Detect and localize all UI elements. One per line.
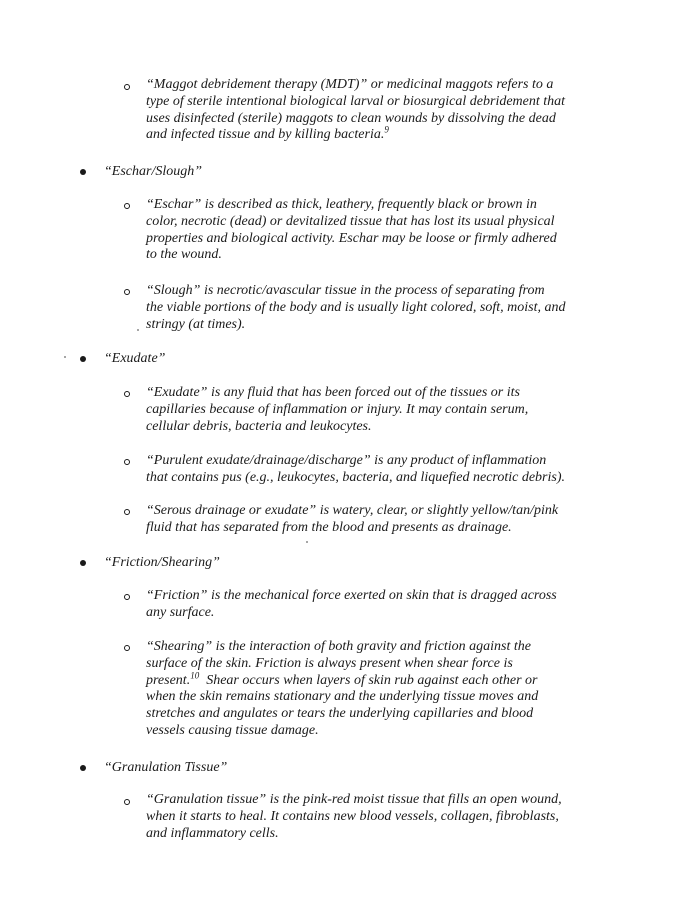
scan-speck bbox=[137, 329, 139, 331]
sub-bullet bbox=[124, 391, 130, 397]
definition-serous bbox=[146, 503, 596, 537]
definition-line: fluid that has separated from the blood and presents as drainage. bbox=[146, 519, 512, 535]
definition-slough bbox=[146, 283, 596, 333]
definition-line: and inflammatory cells. bbox=[146, 825, 279, 841]
definition-line: that contains pus (e.g., leukocytes, bacteria, and liquefied necrotic debris). bbox=[146, 469, 565, 485]
bullet bbox=[80, 560, 86, 566]
sub-bullet bbox=[124, 203, 130, 209]
definition-friction bbox=[146, 588, 596, 622]
term-heading: “Eschar/Slough” bbox=[104, 164, 203, 179]
definition-line: when it starts to heal. It contains new blood vessels, collagen, fibroblasts, bbox=[146, 808, 559, 824]
definition-line-text: Shear occurs when layers of skin rub against each other or bbox=[199, 672, 538, 688]
sub-bullet bbox=[124, 509, 130, 515]
sub-bullet bbox=[124, 459, 130, 465]
definition-line bbox=[146, 124, 596, 144]
definition-line: stretches and angulates or tears the underlying capillaries and blood bbox=[146, 706, 534, 722]
definition-line: “Purulent exudate/drainage/discharge” is any product of inflammation bbox=[146, 453, 547, 468]
definition-line: “Friction” is the mechanical force exerted on skin that is dragged across bbox=[146, 588, 557, 603]
sub-bullet bbox=[124, 594, 130, 600]
scan-speck bbox=[306, 541, 308, 543]
definition-line: “Maggot debridement therapy (MDT)” or medicinal maggots refers to a bbox=[146, 77, 554, 92]
bullet bbox=[80, 356, 86, 362]
term-heading: “Exudate” bbox=[104, 351, 166, 366]
bullet bbox=[80, 765, 86, 771]
definition-line: the viable portions of the body and is usually light colored, soft, moist, and bbox=[146, 299, 566, 315]
definition-line: “Slough” is necrotic/avascular tissue in the process of separating from bbox=[146, 283, 545, 298]
definition-line: when the skin remains stationary and the underlying tissue moves and bbox=[146, 689, 539, 705]
definition-line: type of sterile intentional biological larval or biosurgical debridement that bbox=[146, 93, 566, 109]
footnote-marker: 9 bbox=[384, 124, 389, 135]
definition-line-text: and infected tissue and by killing bacteria. bbox=[146, 127, 385, 143]
definition-line: surface of the skin. Friction is always present when shear force is bbox=[146, 655, 513, 671]
definition-line: uses disinfected (sterile) maggots to clean wounds by dissolving the dead bbox=[146, 110, 556, 126]
definition-line: “Shearing” is the interaction of both gravity and friction against the bbox=[146, 639, 531, 654]
sub-bullet bbox=[124, 799, 130, 805]
definition-line: properties and biological activity. Eschar may be loose or firmly adhered bbox=[146, 230, 557, 246]
definition-exudate bbox=[146, 385, 596, 435]
definition-line bbox=[146, 669, 596, 690]
definition-line: vessels causing tissue damage. bbox=[146, 722, 319, 738]
footnote-marker: 10 bbox=[190, 669, 200, 680]
definition-line: cellular debris, bacteria and leukocytes. bbox=[146, 418, 372, 434]
definition-line: “Exudate” is any fluid that has been forced out of the tissues or its bbox=[146, 385, 520, 400]
definition-eschar bbox=[146, 197, 596, 264]
definition-mdt bbox=[146, 77, 596, 144]
sub-bullet bbox=[124, 645, 130, 651]
definition-line: any surface. bbox=[146, 604, 215, 620]
definition-line: “Eschar” is described as thick, leathery, frequently black or brown in bbox=[146, 197, 537, 212]
sub-bullet bbox=[124, 84, 130, 90]
definition-line: capillaries because of inflammation or injury. It may contain serum, bbox=[146, 401, 529, 417]
definition-line: stringy (at times). bbox=[146, 316, 246, 332]
term-heading: “Friction/Shearing” bbox=[104, 555, 220, 570]
definition-line: “Serous drainage or exudate” is watery, clear, or slightly yellow/tan/pink bbox=[146, 503, 559, 518]
definition-line-text: present. bbox=[146, 672, 191, 688]
definition-granulation bbox=[146, 792, 596, 842]
bullet bbox=[80, 169, 86, 175]
definition-line: color, necrotic (dead) or devitalized tissue that has lost its usual physical bbox=[146, 213, 555, 229]
scan-speck bbox=[64, 356, 66, 358]
definition-shearing bbox=[146, 639, 596, 740]
sub-bullet bbox=[124, 289, 130, 295]
definition-line: “Granulation tissue” is the pink-red moist tissue that fills an open wound, bbox=[146, 792, 562, 807]
term-heading: “Granulation Tissue” bbox=[104, 760, 228, 775]
definition-line: to the wound. bbox=[146, 247, 222, 263]
definition-purulent bbox=[146, 453, 596, 487]
